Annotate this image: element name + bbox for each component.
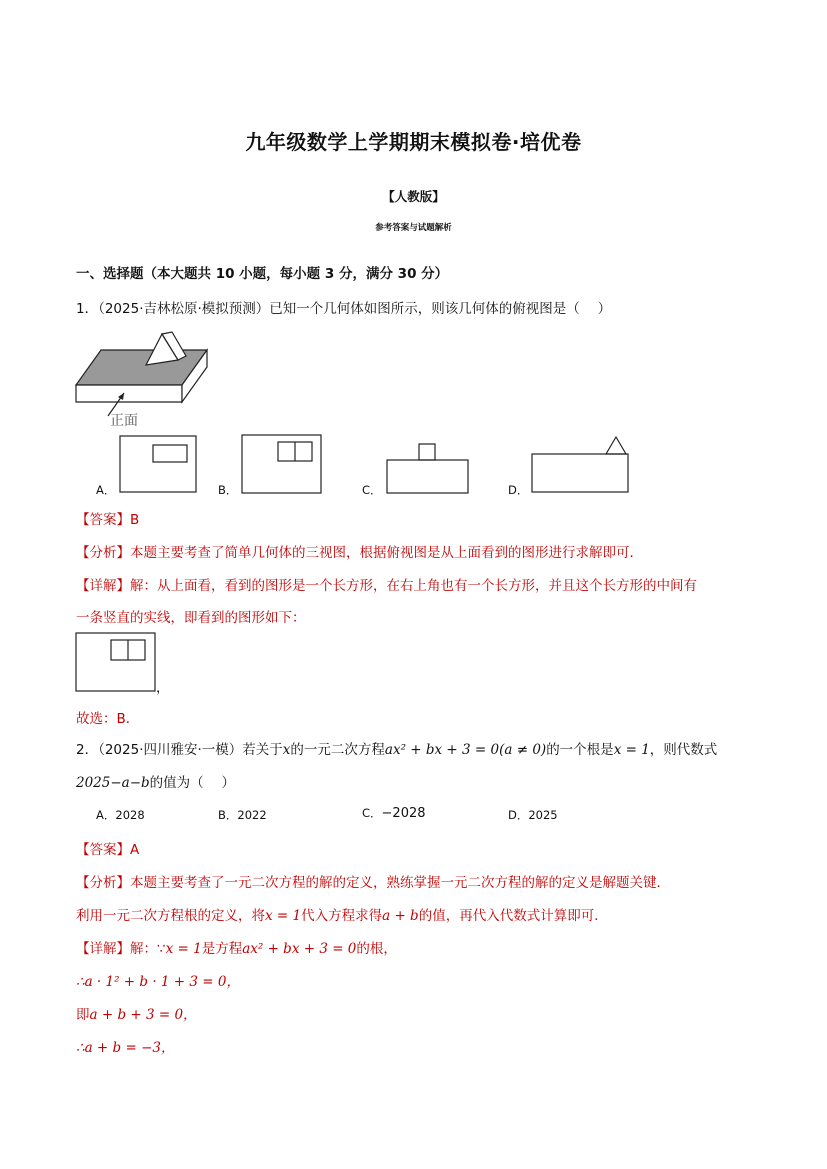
option-value: 2025 xyxy=(528,808,558,822)
question-2-text-e: 的值为（ ） xyxy=(149,775,235,791)
analysis-text-b: 代入方程求得 xyxy=(301,908,383,924)
option-value: 2022 xyxy=(237,808,267,822)
question-2-analysis-line-2 xyxy=(76,904,608,924)
question-2-text-d: ，则代数式 xyxy=(649,742,718,758)
question-2-text-b: 的一元二次方程 xyxy=(290,742,385,758)
question-2-answer xyxy=(76,838,139,858)
analysis-text: 本题主要考查了一元二次方程的解的定义，熟练掌握一元二次方程的解的定义是解题关键． xyxy=(130,875,670,891)
option-d-label[interactable]: D． xyxy=(508,483,529,497)
option-c-label[interactable]: C． xyxy=(362,483,382,497)
question-1-text: 已知一个几何体如图所示，则该几何体的俯视图是（ ） xyxy=(269,301,612,317)
option-c-figure[interactable] xyxy=(386,442,469,494)
solid-front-face xyxy=(76,385,182,402)
detail-text-b: 是方程 xyxy=(201,941,243,957)
page-subtitle: 参考答案与试题解析 xyxy=(375,223,452,233)
question-1-analysis xyxy=(76,541,643,561)
analysis-sum: a + b xyxy=(382,908,419,924)
page-title: 九年级数学上学期期末模拟卷·培优卷 xyxy=(245,130,582,154)
answer-tag: 【答案】 xyxy=(76,842,130,858)
solution-step-1: ∴a · 1² + b · 1 + 3 = 0， xyxy=(76,974,240,990)
question-1-source: （2025·吉林松原·模拟预测） xyxy=(98,301,270,317)
question-1-detail-line-1 xyxy=(76,574,697,594)
question-1-answer xyxy=(76,508,139,528)
section-heading: 一、选择题（本大题共 10 小题，每小题 3 分，满分 30 分） xyxy=(76,266,449,282)
option-d-figure[interactable] xyxy=(531,435,629,493)
answer-value: B xyxy=(130,512,140,528)
question-2-detail xyxy=(76,937,397,957)
analysis-tag: 【分析】 xyxy=(76,875,130,891)
q2-option-b[interactable] xyxy=(218,807,267,823)
analysis-text-a: 利用一元二次方程根的定义，将 xyxy=(76,908,265,924)
expression: 2025−a−b xyxy=(76,775,150,791)
option-a-label[interactable]: A． xyxy=(96,483,116,497)
question-2-stem-line-2 xyxy=(76,771,235,791)
question-2-number: 2． xyxy=(76,742,99,758)
option-label: D． xyxy=(508,808,529,822)
question-1-solid-figure xyxy=(74,330,214,425)
q2-option-a[interactable] xyxy=(96,807,145,823)
top-view-solution-figure xyxy=(75,632,157,692)
detail-text-c: 的根， xyxy=(356,941,397,957)
detail-equation: ax² + bx + 3 = 0 xyxy=(242,941,357,957)
analysis-root: x = 1 xyxy=(265,908,302,924)
option-b-figure[interactable] xyxy=(241,434,322,494)
detail-tag: 【详解】 xyxy=(76,578,130,594)
q2-option-c[interactable] xyxy=(362,805,426,821)
quadratic-equation: ax² + bx + 3 = 0(a ≠ 0) xyxy=(384,742,547,758)
option-a-figure[interactable] xyxy=(119,435,197,493)
option-label: C． xyxy=(362,806,382,820)
question-1-number: 1． xyxy=(76,301,99,317)
analysis-text: 本题主要考查了简单几何体的三视图，根据俯视图是从上面看到的图形进行求解即可． xyxy=(130,545,643,561)
question-2-text-c: 的一个根是 xyxy=(546,742,614,758)
question-1-stem xyxy=(76,297,611,317)
answer-value: A xyxy=(130,842,140,858)
front-view-label: 正面 xyxy=(110,413,138,429)
step-2-prefix: 即 xyxy=(76,1007,90,1023)
question-2-text-a: 若关于 xyxy=(242,742,283,758)
step-2-equation: a + b + 3 = 0， xyxy=(89,1007,197,1023)
analysis-tag: 【分析】 xyxy=(76,545,130,561)
detail-root: x = 1 xyxy=(165,941,202,957)
solution-step-3: ∴a + b = −3， xyxy=(76,1040,175,1056)
detail-text-a: 解：∵ xyxy=(130,941,166,957)
root-value: x = 1 xyxy=(613,742,650,758)
option-b-label[interactable]: B． xyxy=(218,483,238,497)
question-2-analysis xyxy=(76,871,670,891)
question-1-conclusion: 故选：B． xyxy=(76,711,140,727)
detail-tag: 【详解】 xyxy=(76,941,130,957)
option-value: 2028 xyxy=(115,808,145,822)
detail-text: 解：从上面看，看到的图形是一个长方形，在右上角也有一个长方形，并且这个长方形的中间有 xyxy=(130,578,697,594)
analysis-text-c: 的值，再代入代数式计算即可． xyxy=(418,908,608,924)
variable-x: x xyxy=(282,742,291,758)
question-2-source: （2025·四川雅安·一模） xyxy=(98,742,243,758)
option-value: −2028 xyxy=(381,806,426,821)
question-2-stem-line-1 xyxy=(76,738,717,758)
figure-comma: ， xyxy=(156,680,170,696)
question-1-detail-line-2: 一条竖直的实线，即看到的图形如下： xyxy=(76,610,306,626)
solution-step-2 xyxy=(76,1003,197,1023)
option-label: A． xyxy=(96,808,116,822)
q2-option-d[interactable] xyxy=(508,807,558,823)
answer-tag: 【答案】 xyxy=(76,512,130,528)
edition-label: 【人教版】 xyxy=(382,189,445,204)
option-label: B． xyxy=(218,808,238,822)
